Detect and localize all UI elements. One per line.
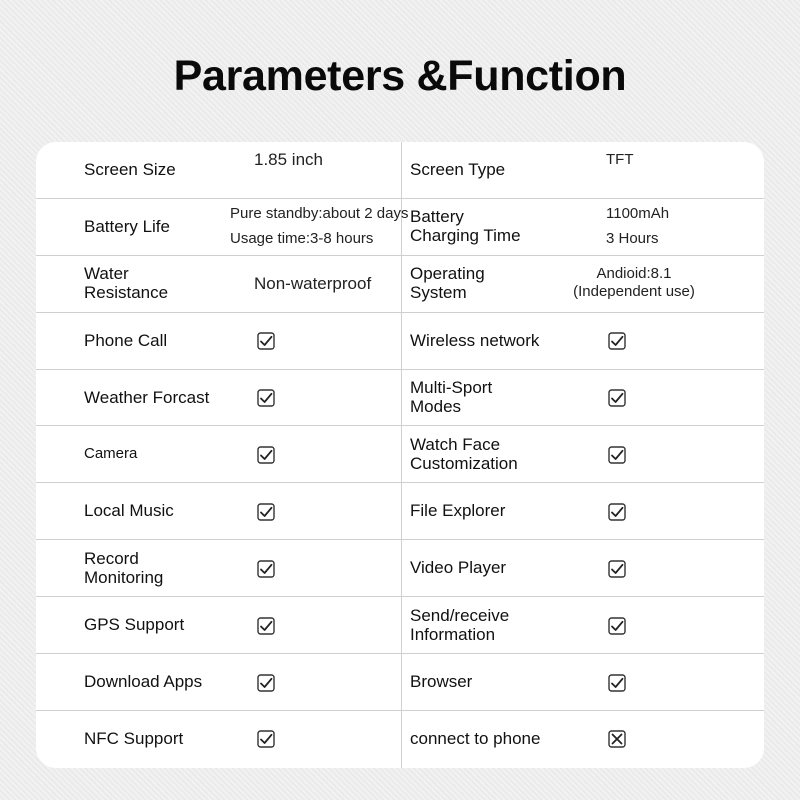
spec-label	[410, 264, 485, 302]
feature-label	[84, 672, 202, 691]
feature-label-line: connect to phone	[410, 728, 541, 748]
feature-label-line: Video Player	[410, 558, 507, 578]
checkbox-checked-icon	[608, 446, 626, 464]
feature-label-line: Camera	[84, 445, 138, 463]
spec-label-line: Battery	[410, 207, 464, 227]
spec-label-line: Operating	[410, 264, 485, 284]
spec-row-screen-size	[36, 142, 764, 199]
feature-row-camera	[36, 427, 764, 484]
feature-label	[410, 672, 472, 691]
feature-label-line: Wireless network	[410, 330, 540, 350]
feature-label	[410, 331, 539, 350]
feature-label	[84, 729, 183, 748]
spec-value-line: 1100mAh	[606, 205, 670, 223]
checkbox-checked-icon	[608, 332, 626, 350]
spec-label	[410, 160, 505, 179]
feature-label	[410, 729, 540, 748]
feature-label-line: File Explorer	[410, 501, 506, 521]
feature-label	[84, 331, 167, 350]
checkbox-checked-icon	[608, 617, 626, 635]
feature-label-line: Phone Call	[84, 330, 168, 350]
spec-label-line: Water	[84, 264, 129, 284]
cross-box-icon	[608, 730, 626, 748]
spec-label-line: Resistance	[84, 283, 169, 303]
feature-label-line: Send/receive	[410, 605, 510, 625]
checkbox-checked-icon	[608, 674, 626, 692]
checkbox-checked-icon	[257, 617, 275, 635]
feature-label	[410, 558, 506, 577]
spec-label-line: Screen Size	[84, 159, 176, 179]
spec-value	[572, 265, 696, 301]
spec-value-line: 1.85 inch	[254, 149, 323, 169]
feature-label	[410, 378, 492, 416]
feature-label	[410, 606, 509, 644]
checkbox-checked-icon	[257, 332, 275, 350]
checkbox-checked-icon	[608, 389, 626, 407]
feature-row-weather-forcast	[36, 370, 764, 427]
checkbox-checked-icon	[257, 674, 275, 692]
feature-label	[410, 501, 505, 520]
feature-label	[84, 615, 184, 634]
feature-label-line: Monitoring	[84, 567, 164, 587]
spec-label	[84, 264, 168, 302]
feature-label-line: Browser	[410, 672, 473, 692]
spec-value-line: TFT	[606, 150, 634, 168]
spec-value-line: (Independent use)	[573, 283, 695, 301]
spec-label-line: Screen Type	[410, 159, 506, 179]
spec-value	[230, 201, 408, 251]
feature-label-line: Weather Forcast	[84, 387, 210, 407]
feature-label-line: GPS Support	[84, 615, 185, 635]
feature-label-line: Multi-Sport	[410, 378, 493, 398]
feature-label-line: Local Music	[84, 501, 174, 521]
page-title: Parameters &Function	[173, 52, 627, 100]
spec-label-line: Charging Time	[410, 226, 521, 246]
spec-value-line: Usage time:3-8 hours	[230, 230, 374, 248]
spec-label	[410, 207, 521, 245]
feature-label	[84, 388, 209, 407]
spec-value-line: Non-waterproof	[254, 273, 372, 293]
feature-row-record-monitoring	[36, 540, 764, 597]
parameters-table	[36, 142, 764, 768]
spec-label	[84, 160, 176, 179]
feature-row-phone-call	[36, 313, 764, 370]
spec-value	[254, 275, 371, 292]
feature-row-local-music	[36, 483, 764, 540]
feature-label-line: Watch Face	[410, 434, 501, 454]
checkbox-checked-icon	[257, 503, 275, 521]
feature-label	[84, 444, 137, 463]
checkbox-checked-icon	[608, 503, 626, 521]
spec-row-battery-life	[36, 199, 764, 256]
spec-label-line: System	[410, 283, 467, 303]
spec-label	[84, 217, 170, 236]
feature-label-line: Record	[84, 548, 139, 568]
checkbox-checked-icon	[257, 389, 275, 407]
feature-label	[84, 501, 174, 520]
spec-value-line: Pure standby:about 2 days	[230, 205, 409, 223]
feature-label	[84, 549, 163, 587]
feature-row-download-apps	[36, 654, 764, 711]
feature-label-line: NFC Support	[84, 728, 184, 748]
checkbox-checked-icon	[257, 446, 275, 464]
spec-value	[606, 151, 634, 168]
feature-label-line: Information	[410, 624, 496, 644]
spec-value-line: 3 Hours	[606, 230, 659, 248]
spec-value-line: Andioid:8.1	[596, 265, 672, 283]
feature-label-line: Customization	[410, 453, 518, 473]
feature-label-line: Modes	[410, 397, 462, 417]
spec-row-water-resistance	[36, 256, 764, 313]
feature-label-line: Download Apps	[84, 672, 203, 692]
feature-row-nfc-support	[36, 711, 764, 768]
spec-label-line: Battery Life	[84, 216, 170, 236]
checkbox-checked-icon	[257, 730, 275, 748]
feature-row-gps-support	[36, 597, 764, 654]
spec-value	[254, 151, 323, 168]
feature-label	[410, 435, 518, 473]
spec-value	[606, 201, 669, 251]
checkbox-checked-icon	[257, 560, 275, 578]
checkbox-checked-icon	[608, 560, 626, 578]
